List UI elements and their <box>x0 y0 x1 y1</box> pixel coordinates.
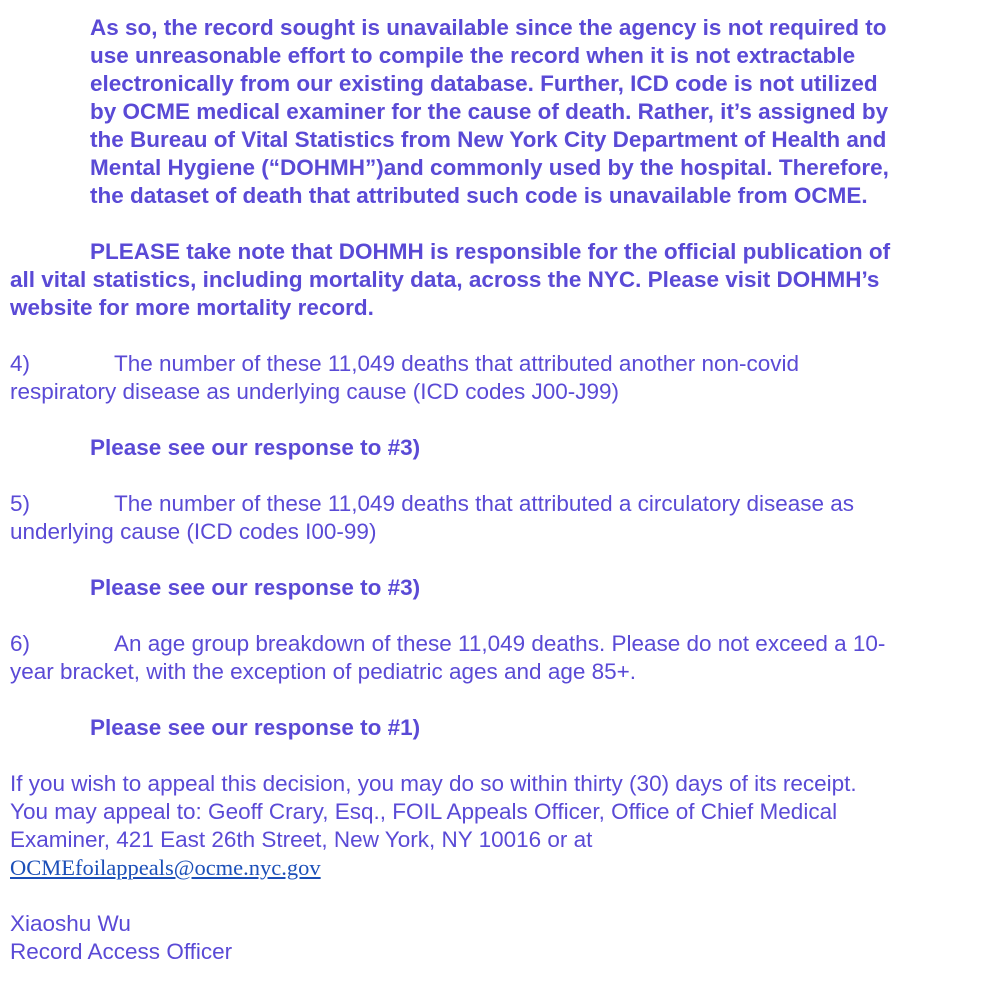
item-text: The number of these 11,049 deaths that attributed another non-covid <box>114 351 800 376</box>
item-number: 5) <box>10 491 31 516</box>
paragraph-line: Mental Hygiene (“DOHMH”)and commonly used by the hospital. Therefore, <box>90 155 889 180</box>
item-response: Please see our response to #1) <box>90 715 421 740</box>
item-response: Please see our response to #3) <box>90 435 421 460</box>
item-number: 4) <box>10 351 31 376</box>
paragraph-line: Examiner, 421 East 26th Street, New York, NY 10016 or at <box>10 827 593 852</box>
item-text: An age group breakdown of these 11,049 deaths. Please do not exceed a 10- <box>114 631 886 656</box>
paragraph-line: PLEASE take note that DOHMH is responsible for the official publication of <box>90 239 891 264</box>
paragraph-line: electronically from our existing database. Further, ICD code is not utilized <box>90 71 878 96</box>
paragraph-line: all vital statistics, including mortality data, across the NYC. Please visit DOHMH’s <box>10 267 880 292</box>
appeal-email-link[interactable]: OCMEfoilappeals@ocme.nyc.gov <box>10 855 321 880</box>
item-text: respiratory disease as underlying cause (ICD codes J00-J99) <box>10 379 620 404</box>
signer-name: Xiaoshu Wu <box>10 911 131 936</box>
paragraph-line: use unreasonable effort to compile the record when it is not extractable <box>90 43 856 68</box>
paragraph-line: the dataset of death that attributed such code is unavailable from OCME. <box>90 183 868 208</box>
paragraph-line: the Bureau of Vital Statistics from New York City Department of Health and <box>90 127 887 152</box>
paragraph-line: You may appeal to: Geoff Crary, Esq., FOIL Appeals Officer, Office of Chief Medical <box>10 799 838 824</box>
paragraph-line: website for more mortality record. <box>10 295 374 320</box>
paragraph-line: by OCME medical examiner for the cause of death. Rather, it’s assigned by <box>90 99 889 124</box>
item-text: The number of these 11,049 deaths that attributed a circulatory disease as <box>114 491 855 516</box>
item-response: Please see our response to #3) <box>90 575 421 600</box>
paragraph-line: As so, the record sought is unavailable since the agency is not required to <box>90 15 887 40</box>
email-line <box>10 854 321 882</box>
paragraph-line: If you wish to appeal this decision, you may do so within thirty (30) days of its receipt. <box>10 771 857 796</box>
item-number: 6) <box>10 631 31 656</box>
item-text: underlying cause (ICD codes I00-99) <box>10 519 377 544</box>
signer-title: Record Access Officer <box>10 939 233 964</box>
item-text: year bracket, with the exception of pediatric ages and age 85+. <box>10 659 637 684</box>
